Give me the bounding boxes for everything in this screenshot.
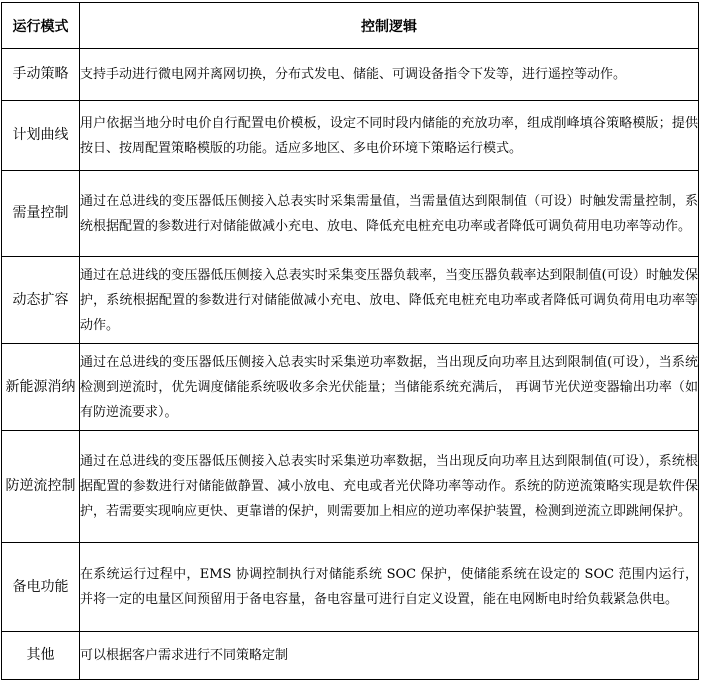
table-row (2, 632, 699, 680)
operation-mode-table (1, 2, 699, 680)
table-row (2, 344, 699, 431)
logic-cell: 用户依据当地分时电价自行配置电价模板，设定不同时段内储能的充放功率，组成削峰填谷策略模版；提供按日、按周配置策略模版的功能。适应多地区、多电价环境下策略运行模式。 (80, 101, 699, 171)
logic-cell: 支持手动进行微电网并离网切换，分布式发电、储能、可调设备指令下发等，进行遥控等动作。 (80, 49, 699, 101)
table-row (2, 431, 699, 543)
mode-cell: 新能源消纳 (2, 344, 80, 431)
logic-cell: 在系统运行过程中，EMS 协调控制执行对储能系统 SOC 保护，使储能系统在设定的 SOC 范围内运行，并将一定的电量区间预留用于备电容量，备电容量可进行自定义设置，能在电网断电时给负载紧急供电。 (80, 543, 699, 632)
logic-cell: 通过在总进线的变压器低压侧接入总表实时采集逆功率数据，当出现反向功率且达到限制值(可设），系统根据配置的参数进行对储能做静置、减小放电、充电或者光伏降功率等动作。系统的防逆流策略实现是软件保护，若需要实现响应更快、更靠谱的保护，则需要加上相应的逆功率保护装置，检测到逆流立即跳闸保护。 (80, 431, 699, 543)
mode-cell: 其他 (2, 632, 80, 680)
table-row (2, 543, 699, 632)
table-row (2, 171, 699, 257)
header-logic: 控制逻辑 (80, 3, 699, 49)
mode-cell: 计划曲线 (2, 101, 80, 171)
table-row (2, 49, 699, 101)
table-header-row (2, 3, 699, 49)
table-row (2, 257, 699, 344)
logic-cell: 通过在总进线的变压器低压侧接入总表实时采集变压器负载率，当变压器负载率达到限制值(可设）时触发保护，系统根据配置的参数进行对储能做减小充电、放电、降低充电桩充电功率或者降低可调负荷用电功率等动作。 (80, 257, 699, 344)
mode-cell: 需量控制 (2, 171, 80, 257)
mode-cell: 手动策略 (2, 49, 80, 101)
logic-cell: 通过在总进线的变压器低压侧接入总表实时采集逆功率数据，当出现反向功率且达到限制值(可设），当系统检测到逆流时，优先调度储能系统吸收多余光伏能量；当储能系统充满后， 再调节光伏逆变器输出功率（如有防逆流要求）。 (80, 344, 699, 431)
mode-cell: 备电功能 (2, 543, 80, 632)
mode-cell: 动态扩容 (2, 257, 80, 344)
table-row (2, 101, 699, 171)
mode-cell: 防逆流控制 (2, 431, 80, 543)
logic-cell: 通过在总进线的变压器低压侧接入总表实时采集需量值，当需量值达到限制值（可设）时触发需量控制，系统根据配置的参数进行对储能做减小充电、放电、降低充电桩充电功率或者降低可调负荷用电功率等动作。 (80, 171, 699, 257)
logic-cell: 可以根据客户需求进行不同策略定制 (80, 632, 699, 680)
header-mode: 运行模式 (2, 3, 80, 49)
